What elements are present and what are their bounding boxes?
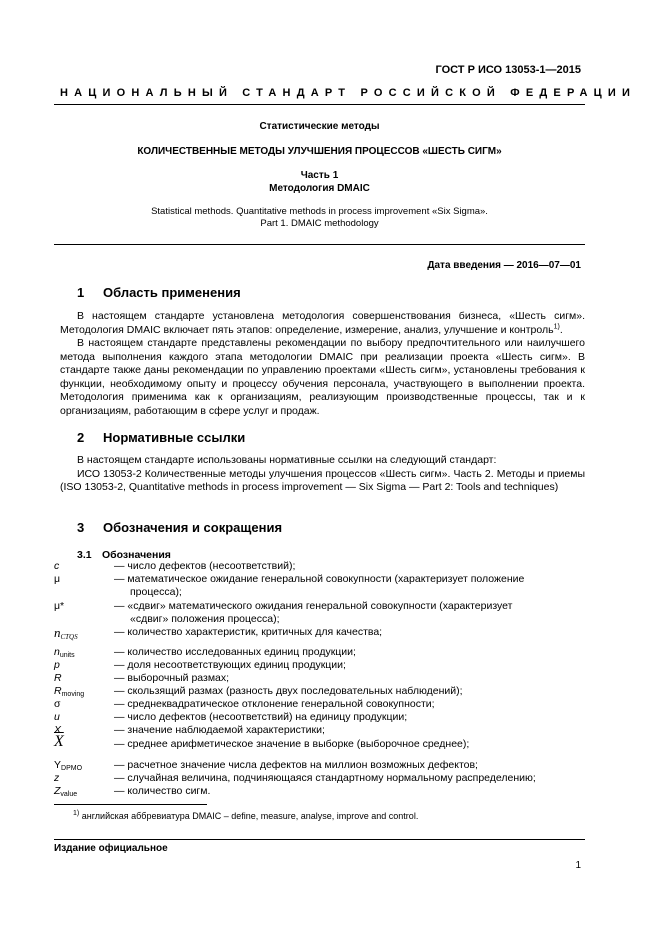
section-title: Обозначения и сокращения (103, 520, 283, 535)
english-title-line1: Statistical methods. Quantitative methods in process improvement «Six Sigma». (151, 206, 488, 217)
section-title: Нормативные ссылки (103, 430, 246, 445)
footnote-text: английская аббревиатура DMAIC – define, measure, analyse, improve and control. (81, 811, 419, 821)
definition-text: — значение наблюдаемой характеристики; (114, 724, 325, 736)
symbol: $\overline{X}$ (54, 733, 64, 750)
part-subtitle: Методология DMAIC (269, 183, 370, 194)
footer-divider (54, 839, 585, 840)
symbol: $R_{moving}$ (54, 685, 85, 698)
symbol: z (54, 772, 60, 784)
footnote-ref: 1) (553, 323, 560, 330)
title-group: Статистические методы (259, 121, 380, 132)
section-heading-3 (77, 520, 282, 535)
symbol: c (54, 560, 60, 572)
symbol: μ (54, 573, 61, 585)
definition-text: — случайная величина, подчиняющаяся стандартному нормальному распределению; (114, 772, 536, 784)
symbol: σ (54, 698, 61, 710)
introduction-date: Дата введения — 2016—07—01 (427, 260, 581, 271)
section-heading-2 (77, 430, 245, 445)
definition-text: — математическое ожидание генеральной совокупности (характеризует положение (114, 573, 525, 585)
definition-text: — количество характеристик, критичных для качества; (114, 626, 383, 638)
paragraph: В настоящем стандарте использованы нормативные ссылки на следующий стандарт: (77, 454, 497, 466)
section-number: 3 (77, 520, 85, 535)
definition-text: — доля несоответствующих единиц продукции; (114, 659, 346, 671)
footnote-mark: 1) (73, 810, 80, 817)
part-label: Часть 1 (300, 170, 339, 181)
definition-text: — расчетное значение числа дефектов на миллион возможных дефектов; (114, 759, 478, 771)
subsection-title: Обозначения (102, 549, 171, 561)
page-number: 1 (575, 860, 581, 871)
document-id: ГОСТ Р ИСО 13053-1—2015 (435, 64, 581, 76)
definition-text: — количество сигм. (114, 785, 211, 797)
official-edition: Издание официальное (54, 843, 168, 854)
divider (54, 244, 585, 245)
subsection-number: 3.1 (77, 549, 92, 561)
section-1-body (60, 310, 585, 418)
section-heading-1 (77, 285, 241, 300)
definition-text: — «сдвиг» математического ожидания генеральной совокупности (характеризует (114, 600, 513, 612)
paragraph: В настоящем стандарте установлена методология совершенствования бизнеса, «Шесть сигм». Методология DMAIC включает пять этапов: определение, измерение, анализ, улучшение и контроль$^{1)}$. (60, 310, 585, 336)
normative-reference: ИСО 13053-2 Количественные методы улучшения процессов «Шесть сигм». Часть 2. Методы и приемы (ISO 13053-2, Quantitative methods in process improvement — Six Sigma — Part 2: Tools and techniques) (60, 467, 585, 493)
definition-text: — число дефектов (несоответствий) на единицу продукции; (114, 711, 408, 723)
symbol: $n_{units}$ (54, 646, 75, 659)
definition-text-cont: «сдвиг» положения процесса); (130, 613, 280, 625)
section-title: Область применения (103, 285, 241, 300)
definition-text: — скользящий размах (разность двух последовательных наблюдений); (114, 685, 463, 697)
symbol: $Y_{DPMO}$ (54, 759, 83, 772)
symbol: $n_{CTQS}$ (54, 625, 78, 641)
symbol: R (54, 672, 62, 684)
definition-text: — число дефектов (несоответствий); (114, 560, 296, 572)
footnote-divider (54, 804, 207, 805)
paragraph: В настоящем стандарте представлены рекомендации по выбору предпочтительного или наилучшего метода выполнения каждого этапа методологии DMAIC при реализации проекта «Шесть сигм». В стандарте также даны рекомендации по управлению проектами «Шесть сигм», установлены требования к функции, необходимому опыту и процессу обучения персонала, участвующего в выполнении проекта. Методология применима как к организациям, реализующим производственные процессы, так и к организациям, работающим в сфере услуг и продаж. (60, 337, 585, 417)
title-part (54, 169, 585, 195)
section-2-body (60, 454, 585, 495)
english-title (54, 206, 585, 230)
section-number: 1 (77, 285, 85, 300)
symbol: u (54, 711, 60, 723)
symbol: p (54, 659, 60, 671)
divider (54, 104, 585, 105)
symbol: $Z_{value}$ (54, 785, 78, 798)
definition-text: — выборочный размах; (114, 672, 230, 684)
document-title: КОЛИЧЕСТВЕННЫЕ МЕТОДЫ УЛУЧШЕНИЯ ПРОЦЕССОВ «ШЕСТЬ СИГМ» (137, 146, 502, 157)
national-standard-banner: НАЦИОНАЛЬНЫЙ СТАНДАРТ РОССИЙСКОЙ ФЕДЕРАЦИИ (60, 87, 637, 99)
definition-text-cont: процесса); (130, 586, 182, 598)
english-title-line2: Part 1. DMAIC methodology (260, 218, 379, 229)
definition-text: — среднеквадратическое отклонение генеральной совокупности; (114, 698, 435, 710)
section-number: 2 (77, 430, 85, 445)
footnote (73, 811, 418, 821)
symbol: μ* (54, 600, 65, 612)
definition-text: — количество исследованных единиц продукции; (114, 646, 356, 658)
definition-text: — среднее арифметическое значение в выборке (выборочное среднее); (114, 738, 470, 750)
symbol: X (54, 724, 62, 736)
